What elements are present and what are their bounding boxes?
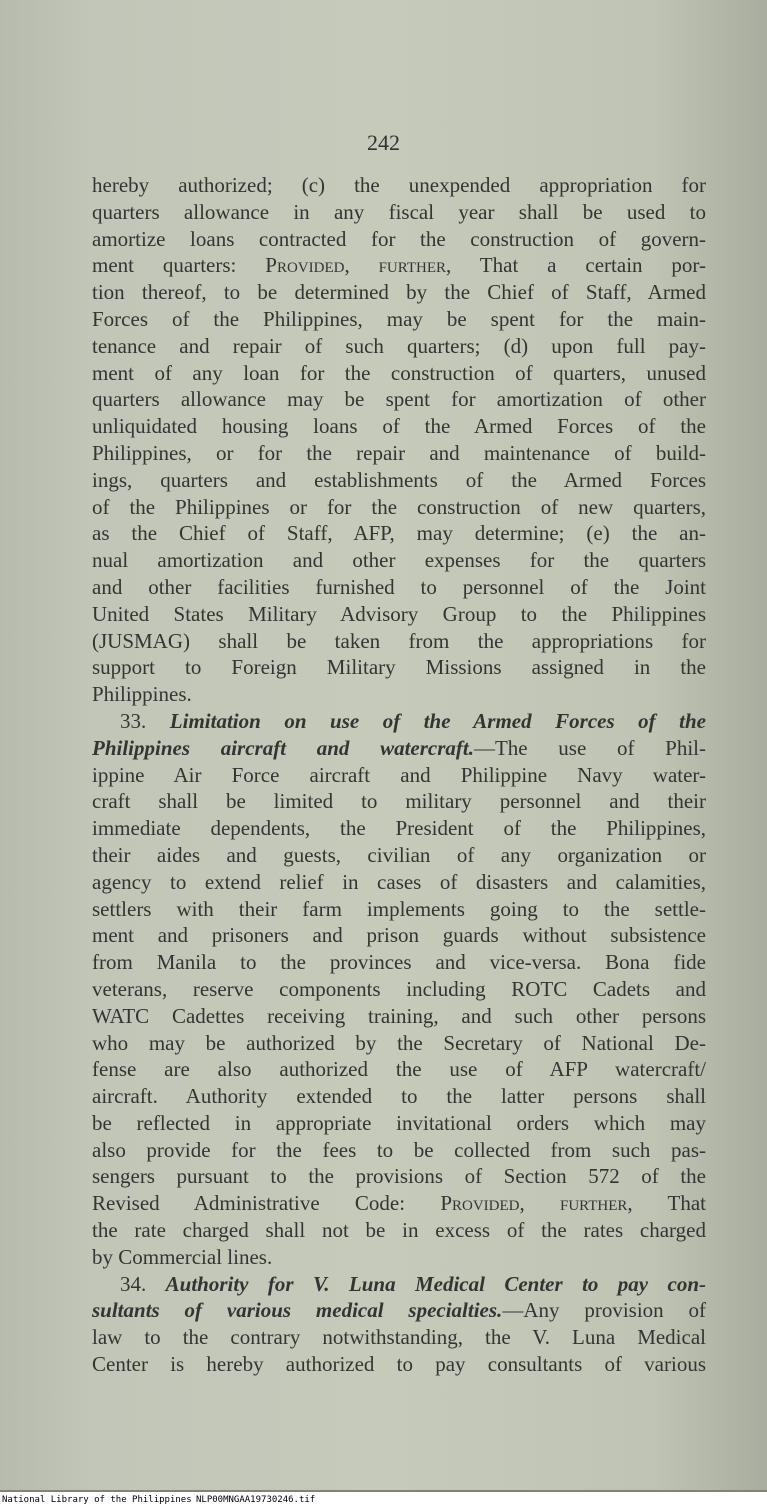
text-line: as the Chief of Staff, AFP, may determine; (e) the an- [92, 521, 706, 546]
text-line: WATC Cadettes receiving training, and such other persons [92, 1003, 706, 1028]
footer-filename: NLP00MNGAA19730246.tif [196, 1495, 316, 1505]
text-line: who may be authorized by the Secretary of National De- [92, 1030, 706, 1055]
section-heading-line: sultants of various medical specialties.—Any provision of [92, 1298, 706, 1323]
text-line: tion thereof, to be determined by the Chief of Staff, Armed [92, 280, 706, 305]
section-heading-line: 33. Limitation on use of the Armed Forces of the [120, 708, 707, 733]
text-line: agency to extend relief in cases of disasters and calamities, [92, 869, 706, 894]
text-line: Philippines, or for the repair and maintenance of build- [92, 440, 706, 465]
text-line: ment quarters: Provided, further, That a certain por- [92, 253, 706, 278]
text-line: quarters allowance may be spent for amortization of other [92, 387, 706, 412]
text-line: settlers with their farm implements going to the settle- [92, 896, 706, 921]
text-line: by Commercial lines. [92, 1244, 273, 1269]
text-line: United States Military Advisory Group to the Philippines [92, 601, 706, 626]
text-line: hereby authorized; (c) the unexpended appropriation for [92, 173, 706, 197]
text-line: Center is hereby authorized to pay consultants of various [92, 1352, 706, 1377]
text-line: craft shall be limited to military personnel and their [92, 789, 706, 814]
text-line: Revised Administrative Code: Provided, further, That [92, 1191, 707, 1216]
text-line: fense are also authorized the use of AFP watercraft/ [92, 1057, 706, 1082]
footer-library: National Library of the Philippines [2, 1495, 192, 1505]
text-line: law to the contrary notwithstanding, the V. Luna Medical [92, 1325, 706, 1350]
text-line: sengers pursuant to the provisions of Section 572 of the [92, 1164, 706, 1189]
text-line: ings, quarters and establishments of the Armed Forces [92, 467, 706, 492]
text-line: support to Foreign Military Missions assigned in the [92, 655, 706, 680]
text-line: (JUSMAG) shall be taken from the appropriations for [92, 628, 706, 653]
text-line: also provide for the fees to be collected from such pas- [92, 1137, 706, 1162]
section-heading-line: 34. Authority for V. Luna Medical Center to pay con- [120, 1271, 706, 1296]
text-line: and other facilities furnished to personnel of the Joint [92, 574, 706, 599]
text-line: the rate charged shall not be in excess of the rates charged [92, 1218, 706, 1243]
text-line: unliquidated housing loans of the Armed Forces of the [92, 414, 706, 439]
section-heading-line: Philippines aircraft and watercraft.—The use of Phil- [92, 735, 706, 760]
text-line: their aides and guests, civilian of any organization or [92, 842, 706, 867]
scan-footer [0, 1492, 767, 1508]
text-line: amortize loans contracted for the construction of govern- [92, 226, 706, 251]
text-line: be reflected in appropriate invitational orders which may [92, 1110, 706, 1135]
text-line: tenance and repair of such quarters; (d) upon full pay- [92, 333, 706, 358]
text-line: aircraft. Authority extended to the latter persons shall [92, 1084, 706, 1109]
body-text [92, 172, 706, 1378]
text-line: Forces of the Philippines, may be spent for the main- [92, 306, 706, 331]
text-line: immediate dependents, the President of the Philippines, [92, 816, 706, 841]
text-line: ment and prisoners and prison guards without subsistence [92, 923, 706, 948]
text-line: from Manila to the provinces and vice-versa. Bona fide [92, 950, 706, 975]
text-line: nual amortization and other expenses for the quarters [92, 548, 706, 573]
text-line: veterans, reserve components including ROTC Cadets and [92, 976, 706, 1001]
text-line: of the Philippines or for the construction of new quarters, [92, 494, 706, 519]
text-line: ment of any loan for the construction of quarters, unused [92, 360, 706, 385]
text-line: quarters allowance in any fiscal year shall be used to [92, 199, 706, 224]
page-number: 242 [367, 130, 400, 155]
text-line: ippine Air Force aircraft and Philippine Navy water- [92, 762, 706, 787]
text-line: Philippines. [92, 682, 192, 707]
